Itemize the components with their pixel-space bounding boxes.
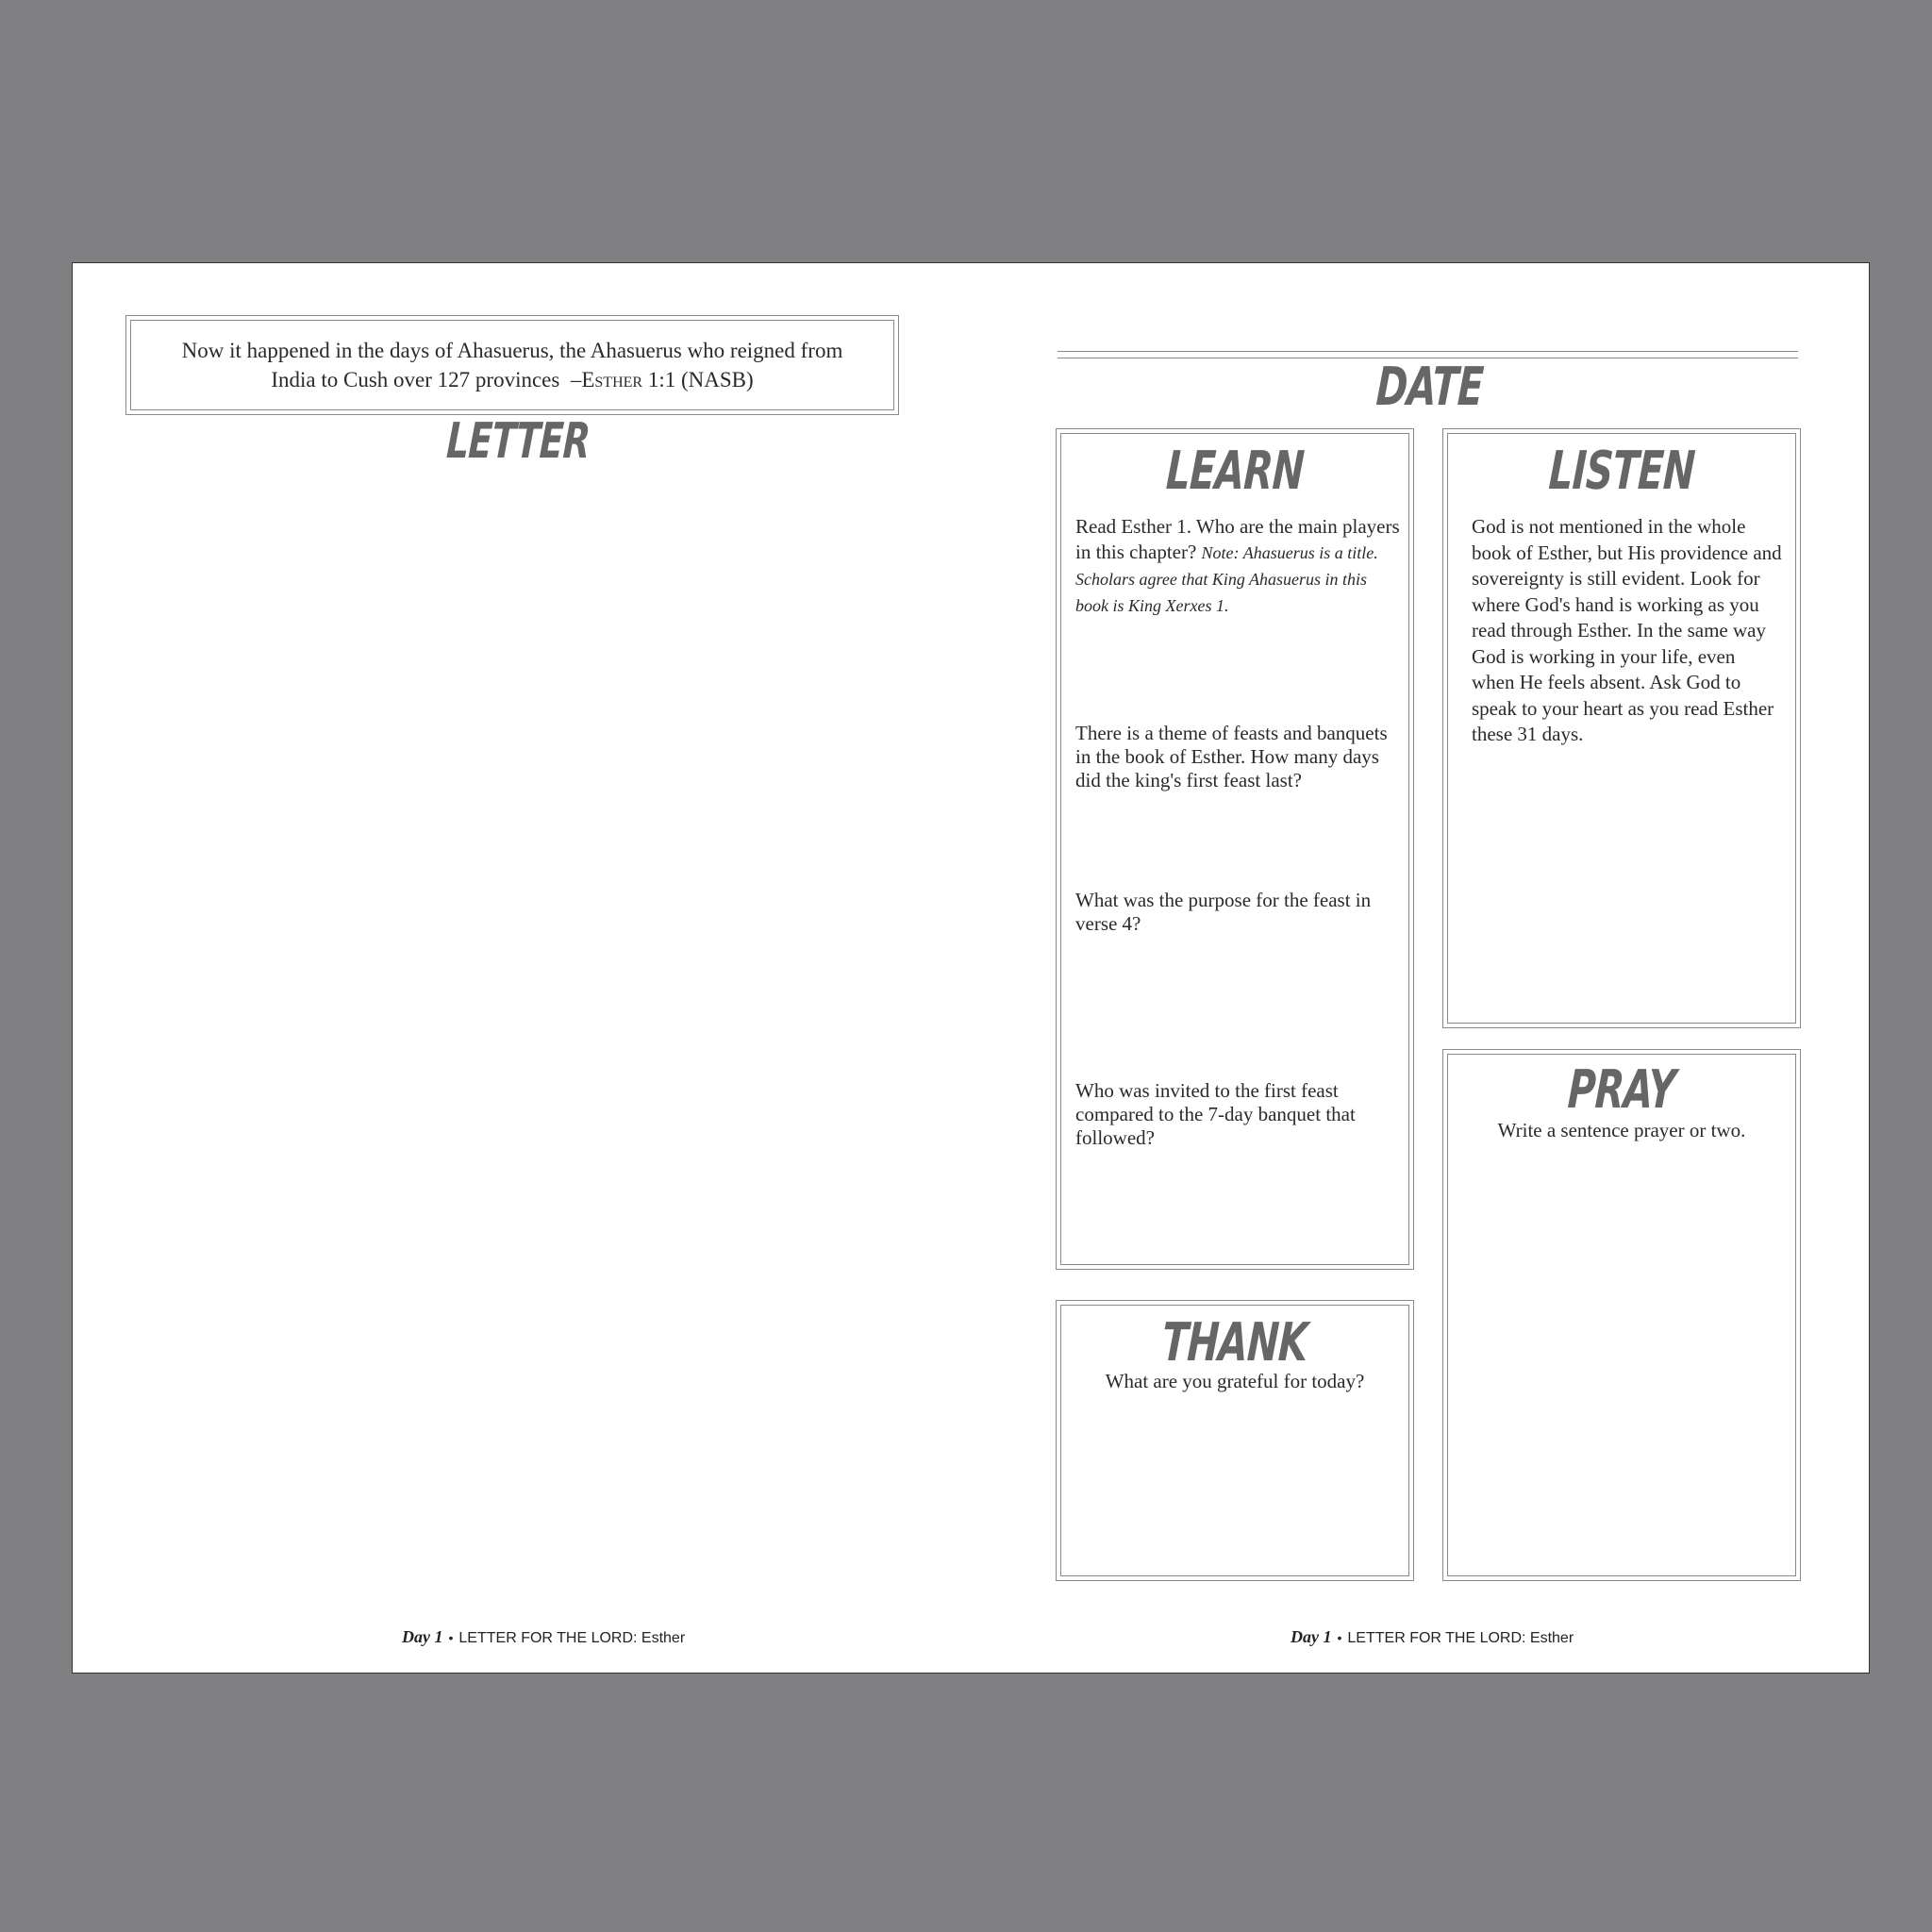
letter-heading <box>419 413 608 470</box>
learn-q2 <box>1075 722 1401 792</box>
right-footer-title: LETTER FOR THE LORD: Esther <box>1347 1630 1574 1646</box>
date-heading <box>1335 357 1524 418</box>
verse-body: Now it happened in the days of Ahasuerus, the Ahasuerus who reigned from India to Cush over 127 provinces <box>181 339 843 391</box>
right-footer <box>1291 1627 1574 1647</box>
learn-title <box>1057 441 1413 502</box>
pray-text-body: Write a sentence prayer or two. <box>1497 1119 1746 1141</box>
learn-q3-text: What was the purpose for the feast in verse 4? <box>1075 889 1372 935</box>
left-footer-title: LETTER FOR THE LORD: Esther <box>458 1630 686 1646</box>
pray-title <box>1443 1059 1800 1121</box>
right-footer-day: Day 1 <box>1291 1627 1332 1646</box>
verse-box <box>125 315 899 415</box>
listen-text-body: God is not mentioned in the whole book of Esther, but His providence and sovereignty is still evident. Look for where God's hand is working as you read through Esther. In the same way God is working in your life, even when He feels absent. Ask God to speak to your heart as you read Esther these 31 days. <box>1472 515 1782 745</box>
learn-box <box>1056 428 1414 1270</box>
thank-text-body: What are you grateful for today? <box>1105 1370 1365 1392</box>
left-footer-day: Day 1 <box>402 1627 443 1646</box>
date-heading-text: DATE <box>1374 357 1485 418</box>
thank-title-text: THANK <box>1160 1312 1309 1374</box>
learn-q1 <box>1075 514 1401 619</box>
listen-title-text: LISTEN <box>1547 441 1696 502</box>
verse-ref-book: Esther <box>581 368 643 391</box>
listen-title <box>1443 441 1800 502</box>
learn-title-text: LEARN <box>1164 441 1306 502</box>
pray-title-text: PRAY <box>1566 1059 1677 1121</box>
learn-q1-note: Note: Ahasuerus is a title. Scholars agree that King Ahasuerus in this book is King Xerxes 1. <box>1075 543 1378 615</box>
date-rule-top <box>1058 351 1798 352</box>
learn-q1-text: Read Esther 1. Who are the main players in this chapter? <box>1075 515 1400 563</box>
thank-title <box>1057 1312 1413 1374</box>
verse-text <box>163 336 861 394</box>
learn-q4 <box>1075 1079 1401 1150</box>
left-footer <box>402 1627 685 1647</box>
footer-bullet: • <box>448 1630 454 1645</box>
thank-box <box>1056 1300 1414 1581</box>
footer-bullet: • <box>1337 1630 1342 1645</box>
letter-heading-text: LETTER <box>444 413 591 470</box>
pray-box <box>1442 1049 1801 1581</box>
verse-dash: – <box>570 368 582 391</box>
learn-q4-text: Who was invited to the first feast compared to the 7-day banquet that followed? <box>1075 1079 1356 1149</box>
listen-box <box>1442 428 1801 1028</box>
pray-text <box>1443 1118 1800 1143</box>
learn-q3 <box>1075 889 1401 936</box>
thank-text <box>1057 1369 1413 1394</box>
verse-ref-rest: 1:1 (NASB) <box>647 368 754 391</box>
learn-q2-text: There is a theme of feasts and banquets in the book of Esther. How many days did the king's first feast last? <box>1075 722 1388 791</box>
listen-text <box>1472 514 1783 748</box>
